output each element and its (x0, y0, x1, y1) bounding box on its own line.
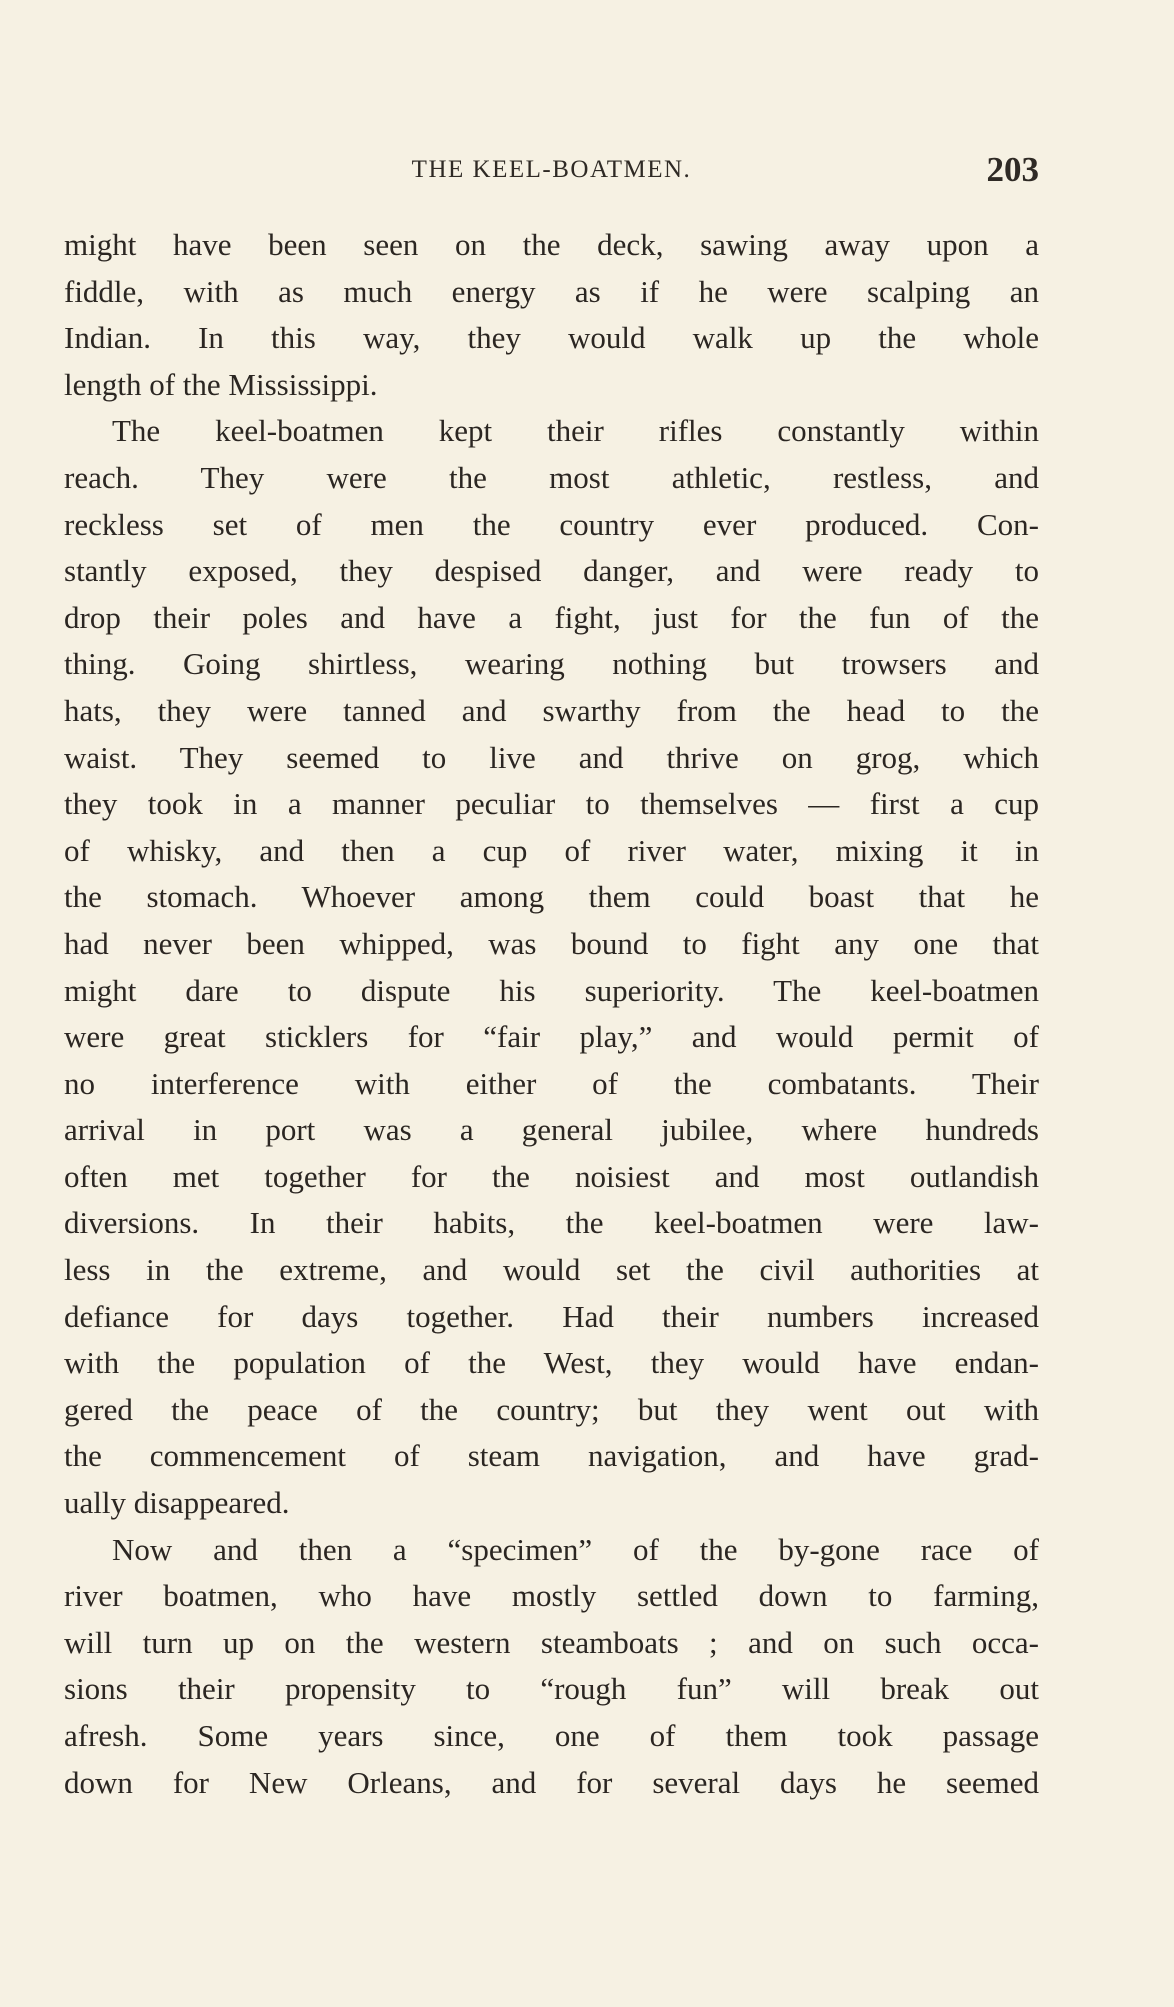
running-title: THE KEEL-BOATMEN. (411, 156, 692, 183)
page-number: 203 (986, 150, 1039, 189)
text-line: with the population of the West, they would have endan- (64, 1345, 1039, 1381)
text-line: afresh. Some years since, one of them took passage (64, 1718, 1039, 1753)
text-line: diversions. In their habits, the keel-boatmen were law- (64, 1205, 1039, 1241)
text-line: river boatmen, who have mostly settled down to farming, (64, 1578, 1039, 1614)
text-line: drop their poles and have a fight, just for the fun of the (64, 599, 1039, 635)
text-line: Indian. In this way, they would walk up the whole (64, 320, 1039, 356)
text-line: fiddle, with as much energy as if he were scalping an (64, 273, 1039, 309)
text-line: length of the Mississippi. (64, 366, 378, 402)
text-line: might dare to dispute his superiority. The keel-boatmen (64, 972, 1039, 1008)
text-line: the commencement of steam navigation, and have grad- (64, 1438, 1039, 1474)
text-line: of whisky, and then a cup of river water, mixing it in (64, 832, 1039, 868)
text-line: will turn up on the western steamboats ; and on such occa- (64, 1624, 1039, 1660)
text-line: they took in a manner peculiar to themselves — first a cup (64, 786, 1039, 822)
text-line: sions their propensity to “rough fun” will break out (64, 1671, 1039, 1707)
text-line: hats, they were tanned and swarthy from the head to the (64, 692, 1039, 728)
text-line: had never been whipped, was bound to fight any one that (64, 925, 1039, 961)
text-line: less in the extreme, and would set the civil authorities at (64, 1252, 1039, 1288)
text-line: thing. Going shirtless, wearing nothing but trowsers and (64, 646, 1039, 682)
text-line: defiance for days together. Had their numbers increased (64, 1298, 1039, 1334)
book-page (64, 150, 1039, 1806)
text-line: might have been seen on the deck, sawing away upon a (64, 227, 1039, 262)
text-line: waist. They seemed to live and thrive on grog, which (64, 739, 1039, 775)
text-line: stantly exposed, they despised danger, and were ready to (64, 553, 1039, 589)
text-line: gered the peace of the country; but they went out with (64, 1391, 1039, 1427)
text-line: reckless set of men the country ever produced. Con- (64, 506, 1039, 542)
text-line: often met together for the noisiest and most outlandish (64, 1158, 1039, 1194)
text-line: ually disappeared. (64, 1485, 290, 1521)
text-line: reach. They were the most athletic, restless, and (64, 459, 1039, 495)
body-text (64, 222, 1039, 1806)
text-line: the stomach. Whoever among them could boast that he (64, 879, 1039, 915)
running-head (64, 150, 1039, 200)
text-line: down for New Orleans, and for several days he seemed (64, 1764, 1039, 1800)
text-line: no interference with either of the combatants. Their (64, 1065, 1039, 1101)
text-line: The keel-boatmen kept their rifles constantly within (112, 413, 1039, 449)
text-line: arrival in port was a general jubilee, where hundreds (64, 1112, 1039, 1148)
text-line: Now and then a “specimen” of the by-gone race of (112, 1531, 1039, 1567)
text-line: were great sticklers for “fair play,” and would permit of (64, 1019, 1039, 1055)
